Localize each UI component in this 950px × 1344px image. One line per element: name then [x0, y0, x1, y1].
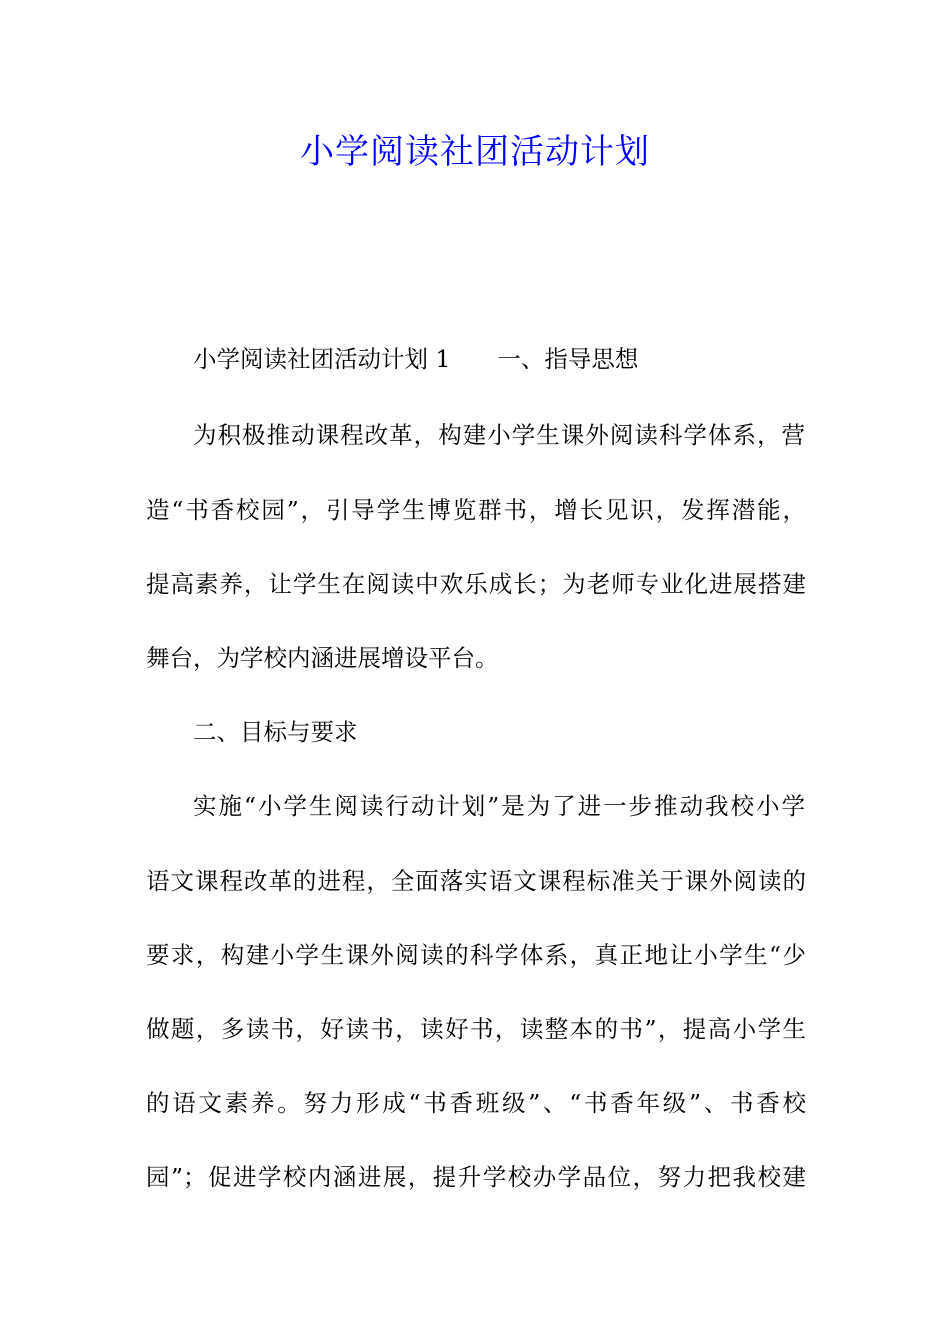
- paragraph-line: 造“书香校园”，引导学生博览群书，增长见识，发挥潜能，: [146, 496, 806, 524]
- paragraph-line: 的语文素养。努力形成“书香班级”、“书香年级”、书香校: [146, 1089, 806, 1117]
- section-heading-guiding-thought: 小学阅读社团活动计划 1 一、指导思想: [193, 345, 639, 373]
- paragraph-line: 为积极推动课程改革，构建小学生课外阅读科学体系，营: [193, 421, 805, 449]
- section-heading-goals: 二、目标与要求: [193, 718, 358, 746]
- paragraph-line: 提高素养，让学生在阅读中欢乐成长；为老师专业化进展搭建: [146, 570, 806, 598]
- paragraph-line: 舞台，为学校内涵进展增设平台。: [146, 644, 499, 672]
- document-title: 小学阅读社团活动计划: [300, 132, 650, 172]
- paragraph-line: 园”；促进学校内涵进展，提升学校办学品位，努力把我校建: [146, 1163, 806, 1191]
- paragraph-line: 要求，构建小学生课外阅读的科学体系，真正地让小学生“少: [146, 941, 806, 969]
- paragraph-line: 做题，多读书，好读书，读好书，读整本的书”，提高小学生: [146, 1015, 806, 1043]
- paragraph-line: 实施“小学生阅读行动计划”是为了进一步推动我校小学: [193, 792, 805, 820]
- paragraph-line: 语文课程改革的进程，全面落实语文课程标准关于课外阅读的: [146, 867, 806, 895]
